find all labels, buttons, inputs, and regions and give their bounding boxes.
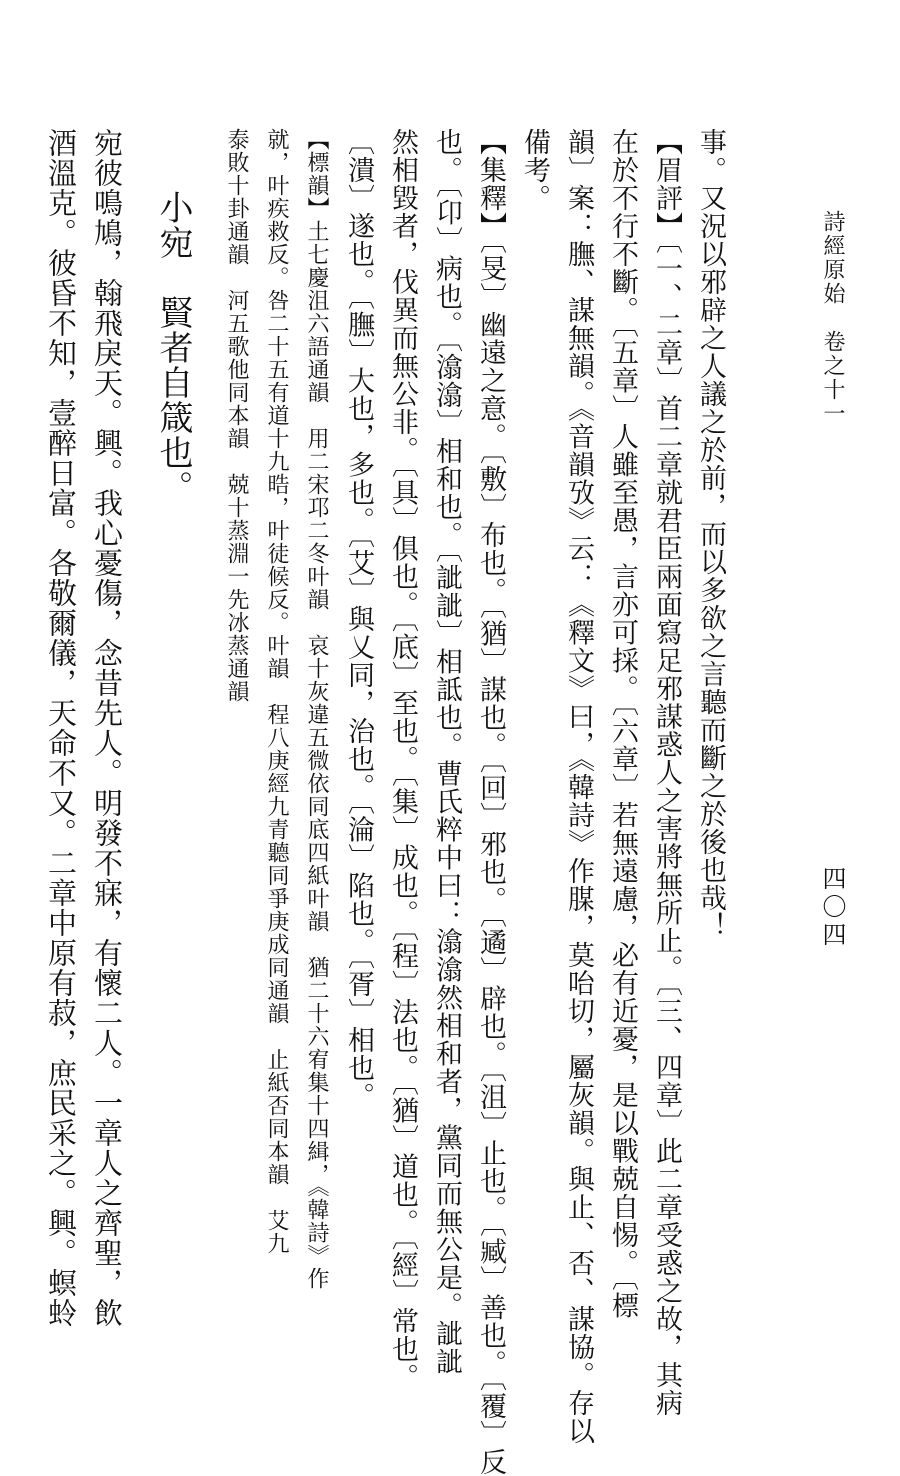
- rhyme-column: 【標韻】土七慶沮六語通韻 用二宋邛二冬叶韻 哀十灰違五微依同底四紙叶韻 猶二十六宥集十四緝，《韓詩》作: [304, 128, 329, 1290]
- text-column: 備考。: [519, 128, 550, 212]
- text-column: 也。〔卬〕病也。〔潝潝〕相和也。〔訿訿〕相詆也。曹氏粹中曰：潝潝然相和者，黨同而無公是。訿訿: [431, 128, 462, 1376]
- running-head: 詩經原始 卷之十一: [820, 210, 845, 426]
- text-column: 韻〕案：膴、謀無韻。《音韻攷》云：《釋文》曰，《韓詩》作腜，莫咍切，屬灰韻。與止、否、謀協。存以: [563, 128, 594, 1445]
- poem-title: 小宛 賢者自箴也。: [153, 190, 193, 505]
- text-column: 然相毀者，伐異而無公非。〔具〕俱也。〔底〕至也。〔集〕成也。〔程〕法也。〔猶〕道也。〔經〕常也。: [387, 128, 418, 1391]
- text-column: 【集釋】〔旻〕幽遠之意。〔敷〕布也。〔猶〕謀也。〔回〕邪也。〔遹〕辟也。〔沮〕止也。〔臧〕善也。〔覆〕反: [475, 128, 506, 1476]
- text-column: 〔潰〕遂也。〔膴〕大也，多也。〔艾〕與乂同，治也。〔淪〕陷也。〔胥〕相也。: [343, 128, 374, 1110]
- text-column: 事。又況以邪辟之人議之於前，而以多欲之言聽而斷之於後也哉！: [695, 128, 726, 940]
- page-number: 四〇四: [818, 866, 846, 950]
- poem-column: 酒溫克。彼昏不知，壹醉日富。各敬爾儀，天命不又。二章中原有菽，庶民采之。興。螟蛉: [44, 128, 78, 1328]
- rhyme-column: 泰敗十卦通韻 河五歌他同本韻 兢十蒸淵一先冰蒸通韻: [224, 128, 249, 703]
- poem-column: 宛彼鳴鳩，翰飛戾天。興。我心憂傷，念昔先人。明發不寐，有懷二人。一章人之齊聖，飲: [90, 128, 124, 1328]
- text-column: 【眉評】〔一、二章〕首二章就君臣兩面寫足邪謀惑人之害將無所止。〔三、四章〕此二章受惑之故，其病: [651, 128, 682, 1417]
- rhyme-column: 就，叶疾救反。咎二十五有道十九晧，叶徒候反。叶韻 程八庚經九青聽同爭庚成同通韻 止紙否同本韻 艾九: [264, 128, 289, 1255]
- text-column: 在於不行不斷。〔五章〕人雖至愚，言亦可採。〔六章〕若無遠慮，必有近憂，是以戰兢自惕。〔標: [607, 128, 638, 1320]
- vertical-text-body: [38, 128, 732, 1476]
